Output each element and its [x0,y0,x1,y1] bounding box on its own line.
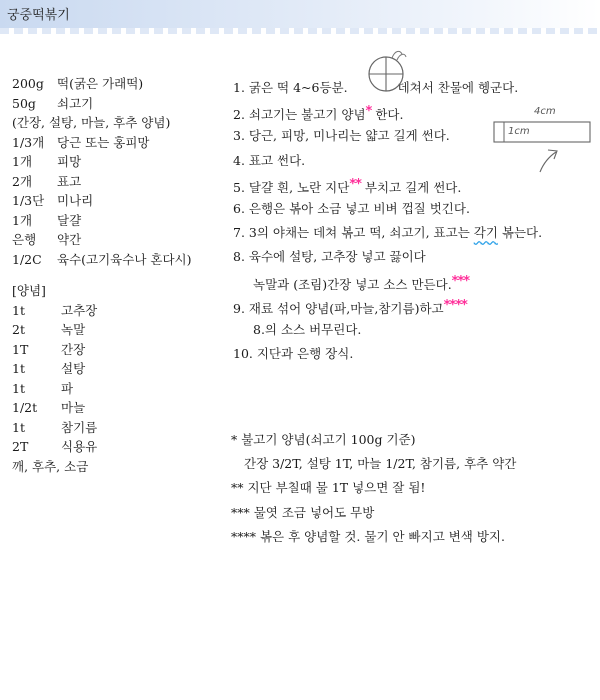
step-item: 8.의 소스 버무린다. [253,321,362,337]
step-item: 녹말과 (조림)간장 넣고 소스 만든다.*** [253,273,470,292]
ingredient-name: 미나리 [57,193,94,208]
ingredient-qty: 1개 [12,212,33,228]
ingredient-row [12,113,227,133]
sauce-row [12,320,227,340]
ingredient-row [12,250,227,270]
step-item: 6. 은행은 볶아 소금 넣고 비벼 껍질 벗긴다. [233,200,470,216]
step-item: 5. 달걀 흰, 노란 지단** 부치고 길게 썬다. [233,176,462,195]
ingredient-name: 쇠고기 [57,95,94,111]
cut-size-diagram-icon [490,106,598,178]
asterisk-mark: **** [443,297,467,313]
footnote-item: **** 볶은 후 양념할 것. 물기 안 빠지고 변색 방지. [231,528,505,544]
ingredient-qty: 1/3단 [12,193,45,208]
ingredient-qty: 1/2C [12,251,42,267]
step-item: 3. 당근, 피망, 미나리는 얇고 길게 썬다. [233,128,450,144]
step-item: 9. 재료 섞어 양념(파,마늘,참기름)하고**** [233,297,467,316]
sauce-qty: 1/2t [12,400,38,415]
wavy-underline: 각기 [473,225,498,241]
sauce-qty: 1t [12,361,25,376]
step-item: 4. 표고 썬다. [233,152,306,168]
footnote-item: 간장 3/2T, 설탕 1T, 마늘 1/2T, 참기름, 후추 약간 [244,456,517,472]
sauce-row [12,437,227,457]
ingredient-name: 당근 또는 홍피망 [57,134,150,150]
ingredient-qty: 1/3개 [12,134,45,150]
sauce-name: 파 [61,380,74,396]
ingredient-name: 달걀 [57,212,82,228]
ingredient-row [12,133,227,153]
sauce-row [12,457,227,477]
asterisk-mark: * [365,104,372,120]
footnote-item: ** 지단 부칠때 물 1T 넣으면 잘 됨! [231,480,426,496]
ingredient-qty: 은행 [12,232,37,247]
ingredient-list [12,74,227,476]
step-item: 1. 굵은 떡 4~6등분. 데쳐서 찬물에 헹군다. [233,80,519,95]
sauce-name: 참기름 [61,419,98,435]
step-item: 7. 3의 야채는 데쳐 볶고 떡, 쇠고기, 표고는 각기 볶는다. [233,225,543,241]
asterisk-mark: *** [451,273,470,289]
sauce-qty: 1t [12,302,25,318]
sketch-top-label: 4cm [534,106,556,117]
step-item: 2. 쇠고기는 불고기 양념* 한다. [233,104,404,123]
ingredient-row [12,191,227,211]
sauce-name: 고추장 [61,302,98,318]
sauce-row [12,359,227,379]
footnote-item: *** 물엿 조금 넣어도 무방 [231,504,375,520]
sauce-name: 설탕 [61,361,86,376]
ingredient-row [12,152,227,172]
ingredient-qty: 1개 [12,154,33,169]
ingredient-row [12,172,227,192]
sauce-qty: 1t [12,419,25,435]
asterisk-mark: ** [349,176,361,192]
sauce-row [12,301,227,321]
ingredient-name: 피망 [57,154,82,169]
ingredient-name: 약간 [57,232,82,247]
sauce-qty: 2t [12,322,25,337]
sketch-side-label: 1cm [508,126,530,137]
sauce-row [12,379,227,399]
sauce-qty: 1t [12,380,25,396]
ingredient-qty: 200g [12,76,44,91]
sauce-row [12,340,227,360]
sauce-name: 마늘 [61,400,86,415]
sauce-name: 깨, 후추, 소금 [12,458,89,474]
sauce-name: 간장 [61,341,86,357]
ingredient-name: 떡(굵은 가래떡) [57,76,144,91]
title-bar [0,0,600,30]
ingredient-name: 표고 [57,173,82,189]
ingredient-row [12,230,227,250]
sauce-row [12,398,227,418]
sauce-qty: 1T [12,341,29,357]
footnotes [231,428,591,549]
footnote-item: * 불고기 양념(쇠고기 100g 기준) [231,432,416,447]
ingredient-qty: 50g [12,95,36,111]
sauce-row [12,418,227,438]
page-title: 궁중떡볶기 [7,8,70,23]
ingredient-row [12,94,227,114]
sauce-heading: [양념] [12,283,46,298]
ingredient-name: (간장, 설탕, 마늘, 후추 양념) [12,115,171,130]
step-item: 10. 지단과 은행 장식. [233,346,354,362]
ingredient-row [12,74,227,94]
sauce-name: 식용유 [61,439,98,454]
ingredient-name: 육수(고기육수나 혼다시) [57,251,192,267]
cut-diagram-icon [364,48,420,98]
ingredient-qty: 2개 [12,173,33,189]
step-item: 8. 육수에 설탕, 고추장 넣고 끓이다 [233,249,426,265]
ingredient-row [12,211,227,231]
sauce-qty: 2T [12,439,29,454]
sauce-name: 녹말 [61,322,86,337]
